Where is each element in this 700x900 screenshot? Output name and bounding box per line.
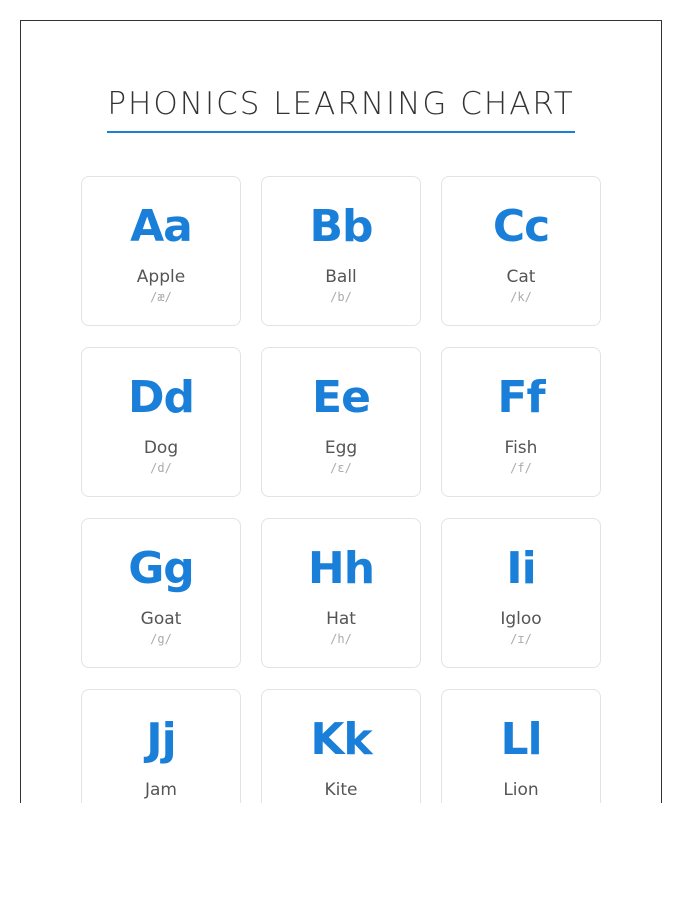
card-letter: Ff xyxy=(497,372,545,423)
card-word: Dog xyxy=(143,438,179,458)
card-h[interactable] xyxy=(261,518,421,668)
card-phoneme: /h/ xyxy=(330,632,352,646)
card-i[interactable] xyxy=(441,518,601,668)
card-word: Igloo xyxy=(500,609,542,629)
card-a[interactable] xyxy=(81,176,241,326)
card-k[interactable] xyxy=(261,689,421,803)
card-l[interactable] xyxy=(441,689,601,803)
card-letter: Jj xyxy=(146,714,176,765)
card-letter: Cc xyxy=(492,201,550,252)
card-d[interactable] xyxy=(81,347,241,497)
card-letter: Dd xyxy=(127,372,195,423)
card-letter: Ee xyxy=(312,372,370,423)
card-letter: Kk xyxy=(310,714,372,765)
card-phoneme: /d/ xyxy=(150,461,172,475)
card-letter: Bb xyxy=(309,201,373,252)
card-word: Egg xyxy=(324,438,358,458)
card-f[interactable] xyxy=(441,347,601,497)
card-b[interactable] xyxy=(261,176,421,326)
card-e[interactable] xyxy=(261,347,421,497)
card-phoneme: /k/ xyxy=(510,290,532,304)
card-j[interactable] xyxy=(81,689,241,803)
card-phoneme: /ɛ/ xyxy=(330,461,352,475)
card-g[interactable] xyxy=(81,518,241,668)
card-letter: Hh xyxy=(307,543,375,594)
card-word: Goat xyxy=(140,609,182,629)
card-word: Fish xyxy=(504,438,538,458)
card-letter: Ll xyxy=(500,714,542,765)
page-title: PHONICS LEARNING CHART xyxy=(107,87,574,133)
chart-page xyxy=(20,20,662,803)
card-letter: Ii xyxy=(506,543,536,594)
title-wrapper xyxy=(21,87,661,133)
card-phoneme: /f/ xyxy=(510,461,532,475)
phonics-grid xyxy=(81,176,601,803)
card-phoneme: /b/ xyxy=(330,290,352,304)
card-word: Cat xyxy=(506,267,536,287)
card-word: Apple xyxy=(136,267,186,287)
card-letter: Aa xyxy=(130,201,192,252)
card-word: Ball xyxy=(325,267,357,287)
card-phoneme: /g/ xyxy=(150,632,172,646)
card-word: Lion xyxy=(503,780,539,800)
card-phoneme: /ɪ/ xyxy=(510,632,532,646)
card-phoneme: /æ/ xyxy=(150,290,172,304)
card-word: Hat xyxy=(326,609,356,629)
card-letter: Gg xyxy=(128,543,194,594)
card-word: Jam xyxy=(145,780,177,800)
card-c[interactable] xyxy=(441,176,601,326)
card-word: Kite xyxy=(324,780,358,800)
